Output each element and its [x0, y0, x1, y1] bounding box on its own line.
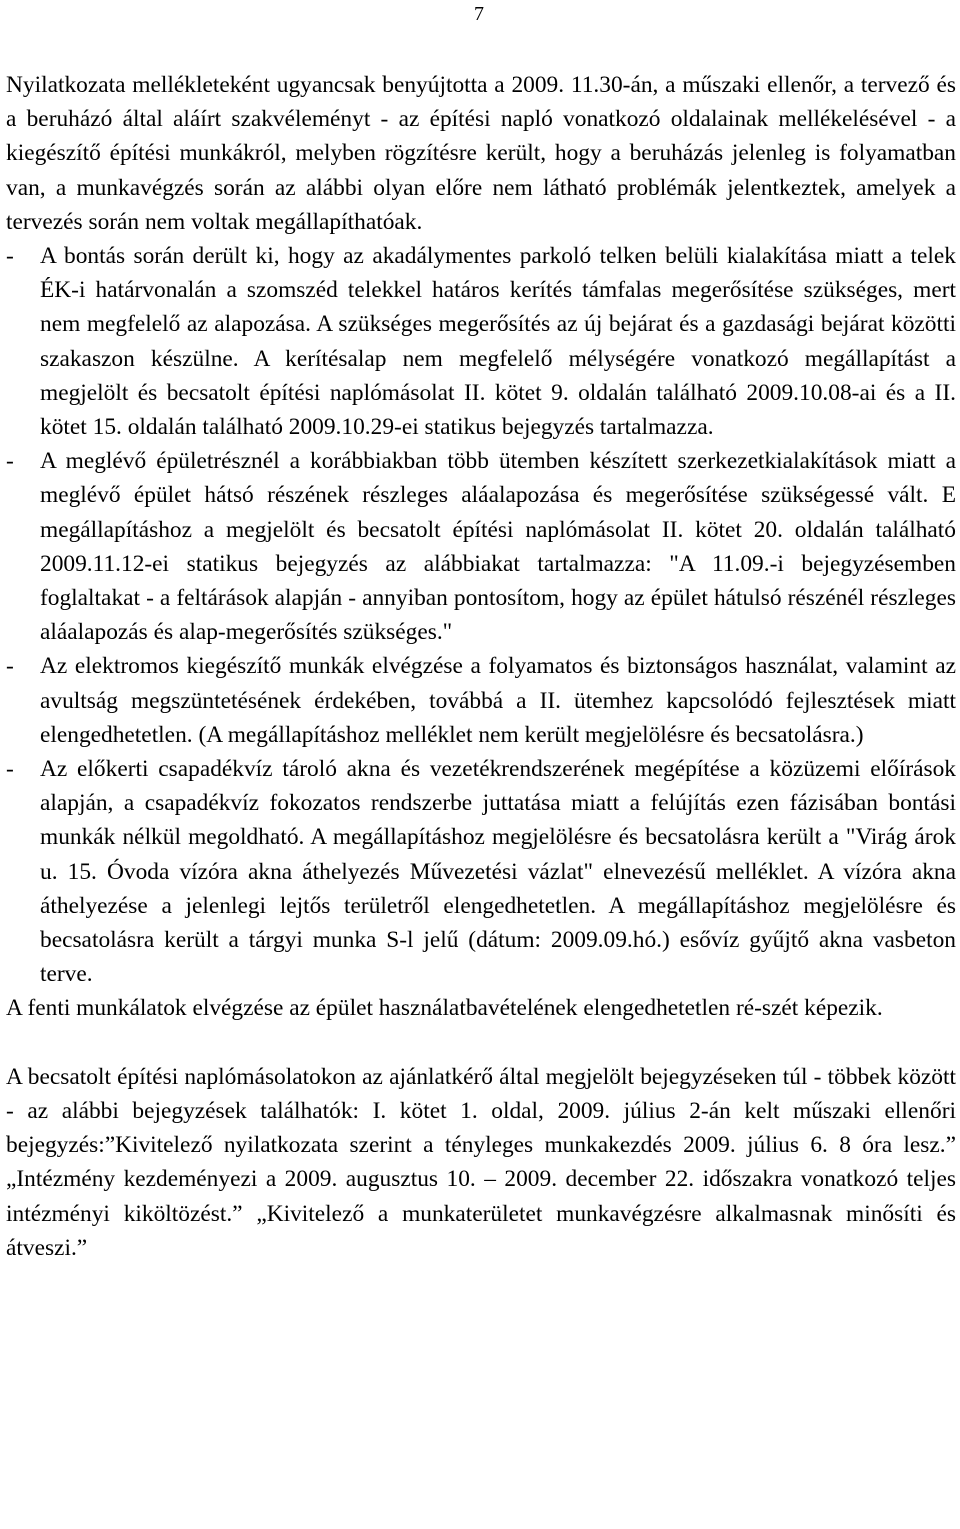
list-dash: -	[6, 243, 14, 270]
list-item-text: Az előkerti csapadékvíz tároló akna és vezetékrendszerének megépítése a közüzemi előírások alapján, a csapadékvíz fokozatos rendszerbe juttatása miatt a felújítás ezen fázisában bontási munkák nélkül megoldható. A megállapításhoz megjelölésre és becsatolásra került a "Virág árok u. 15. Óvoda vízóra akna áthelyezés Művezetési vázlat" elnevezésű melléklet. A vízóra akna áthelyezése a jelenlegi lejtős területről elengedhetetlen. A megállapításhoz megjelölésre és becsatolásra került a tárgyi munka S-l jelű (dátum: 2009.09.hó.) esővíz gyűjtő akna vasbeton terve.	[40, 756, 956, 988]
document-body	[6, 68, 956, 1265]
list-item-text: A bontás során derült ki, hogy az akadálymentes parkoló telken belüli kialakítása miatt a telek ÉK-i határvonalán a szomszéd telekkel határos kerítés támfalas megerősítése szükséges, mert nem megfelelő az alapozása. A szükséges megerősítés az új bejárat és a gazdasági bejárat közötti szakaszon készülne. A kerítésalap nem megfelelő mélységére vonatkozó megállapítást a megjelölt és becsatolt építési naplómásolat II. kötet 9. oldalán található 2009.10.08-ai és a II. kötet 15. oldalán található 2009.10.29-ei statikus bejegyzés tartalmazza.	[40, 243, 956, 441]
list-dash: -	[6, 448, 14, 475]
list-item	[6, 444, 956, 649]
final-paragraph: A becsatolt építési naplómásolatokon az ajánlatkérő által megjelölt bejegyzéseken túl - többek között - az alábbi bejegyzések találhatók: I. kötet 1. oldal, 2009. július 2-án kelt műszaki ellenőri bejegyzés:”Kivitelező nyilatkozata szerint a tényleges munkakezdés 2009. július 6. 8 óra lesz.” „Intézmény kezdeményezi a 2009. augusztus 10. – 2009. december 22. időszakra vonatkozó teljes intézményi kiköltözést.” „Kivitelező a munkaterületet munkavégzésre alkalmasnak minősíti és átveszi.”	[6, 1063, 956, 1261]
paragraph-gap	[6, 1026, 956, 1060]
list-item	[6, 239, 956, 444]
list-item-text: Az elektromos kiegészítő munkák elvégzése a folyamatos és biztonságos használat, valamint az avultság megszüntetésének érdekében, továbbá a II. ütemhez kapcsolódó fejlesztések miatt elengedhetetlen. (A megállapításhoz melléklet nem került megjelölésre és becsatolásra.)	[40, 653, 956, 748]
page-number: 7	[474, 3, 484, 25]
list-item-text: A meglévő épületrésznél a korábbiakban több ütemben készített szerkezetkialakítások miatt a meglévő épület hátsó részének részleges aláalapozása és megerősítése szükségessé vált. E megállapításhoz a megjelölt és becsatolt építési naplómásolat II. kötet 20. oldalán található 2009.11.12-ei statikus bejegyzés az alábbiakat tartalmazza: "A 11.09.-i bejegyzésemben foglaltakat - a feltárások alapján - annyiban pontosítom, hogy az épület hátulsó részénél részleges aláalapozás és alap-megerősítés szükséges."	[40, 448, 956, 646]
list-item	[6, 649, 956, 752]
closing-paragraph: A fenti munkálatok elvégzése az épület használatbavételének elengedhetetlen ré-szét képezik.	[6, 995, 883, 1022]
list-dash: -	[6, 653, 14, 680]
list-dash: -	[6, 756, 14, 783]
list-item	[6, 752, 956, 991]
intro-paragraph: Nyilatkozata mellékleteként ugyancsak benyújtotta a 2009. 11.30-án, a műszaki ellenőr, a tervező és a beruházó által aláírt szakvéleményt - az építési napló vonatkozó oldalainak mellékelésével - a kiegészítő építési munkákról, melyben rögzítésre került, hogy a beruházás jelenleg is folyamatban van, a munkavégzés során az alábbi olyan előre nem látható problémák jelentkeztek, amelyek a tervezés során nem voltak megállapíthatóak.	[6, 72, 956, 235]
